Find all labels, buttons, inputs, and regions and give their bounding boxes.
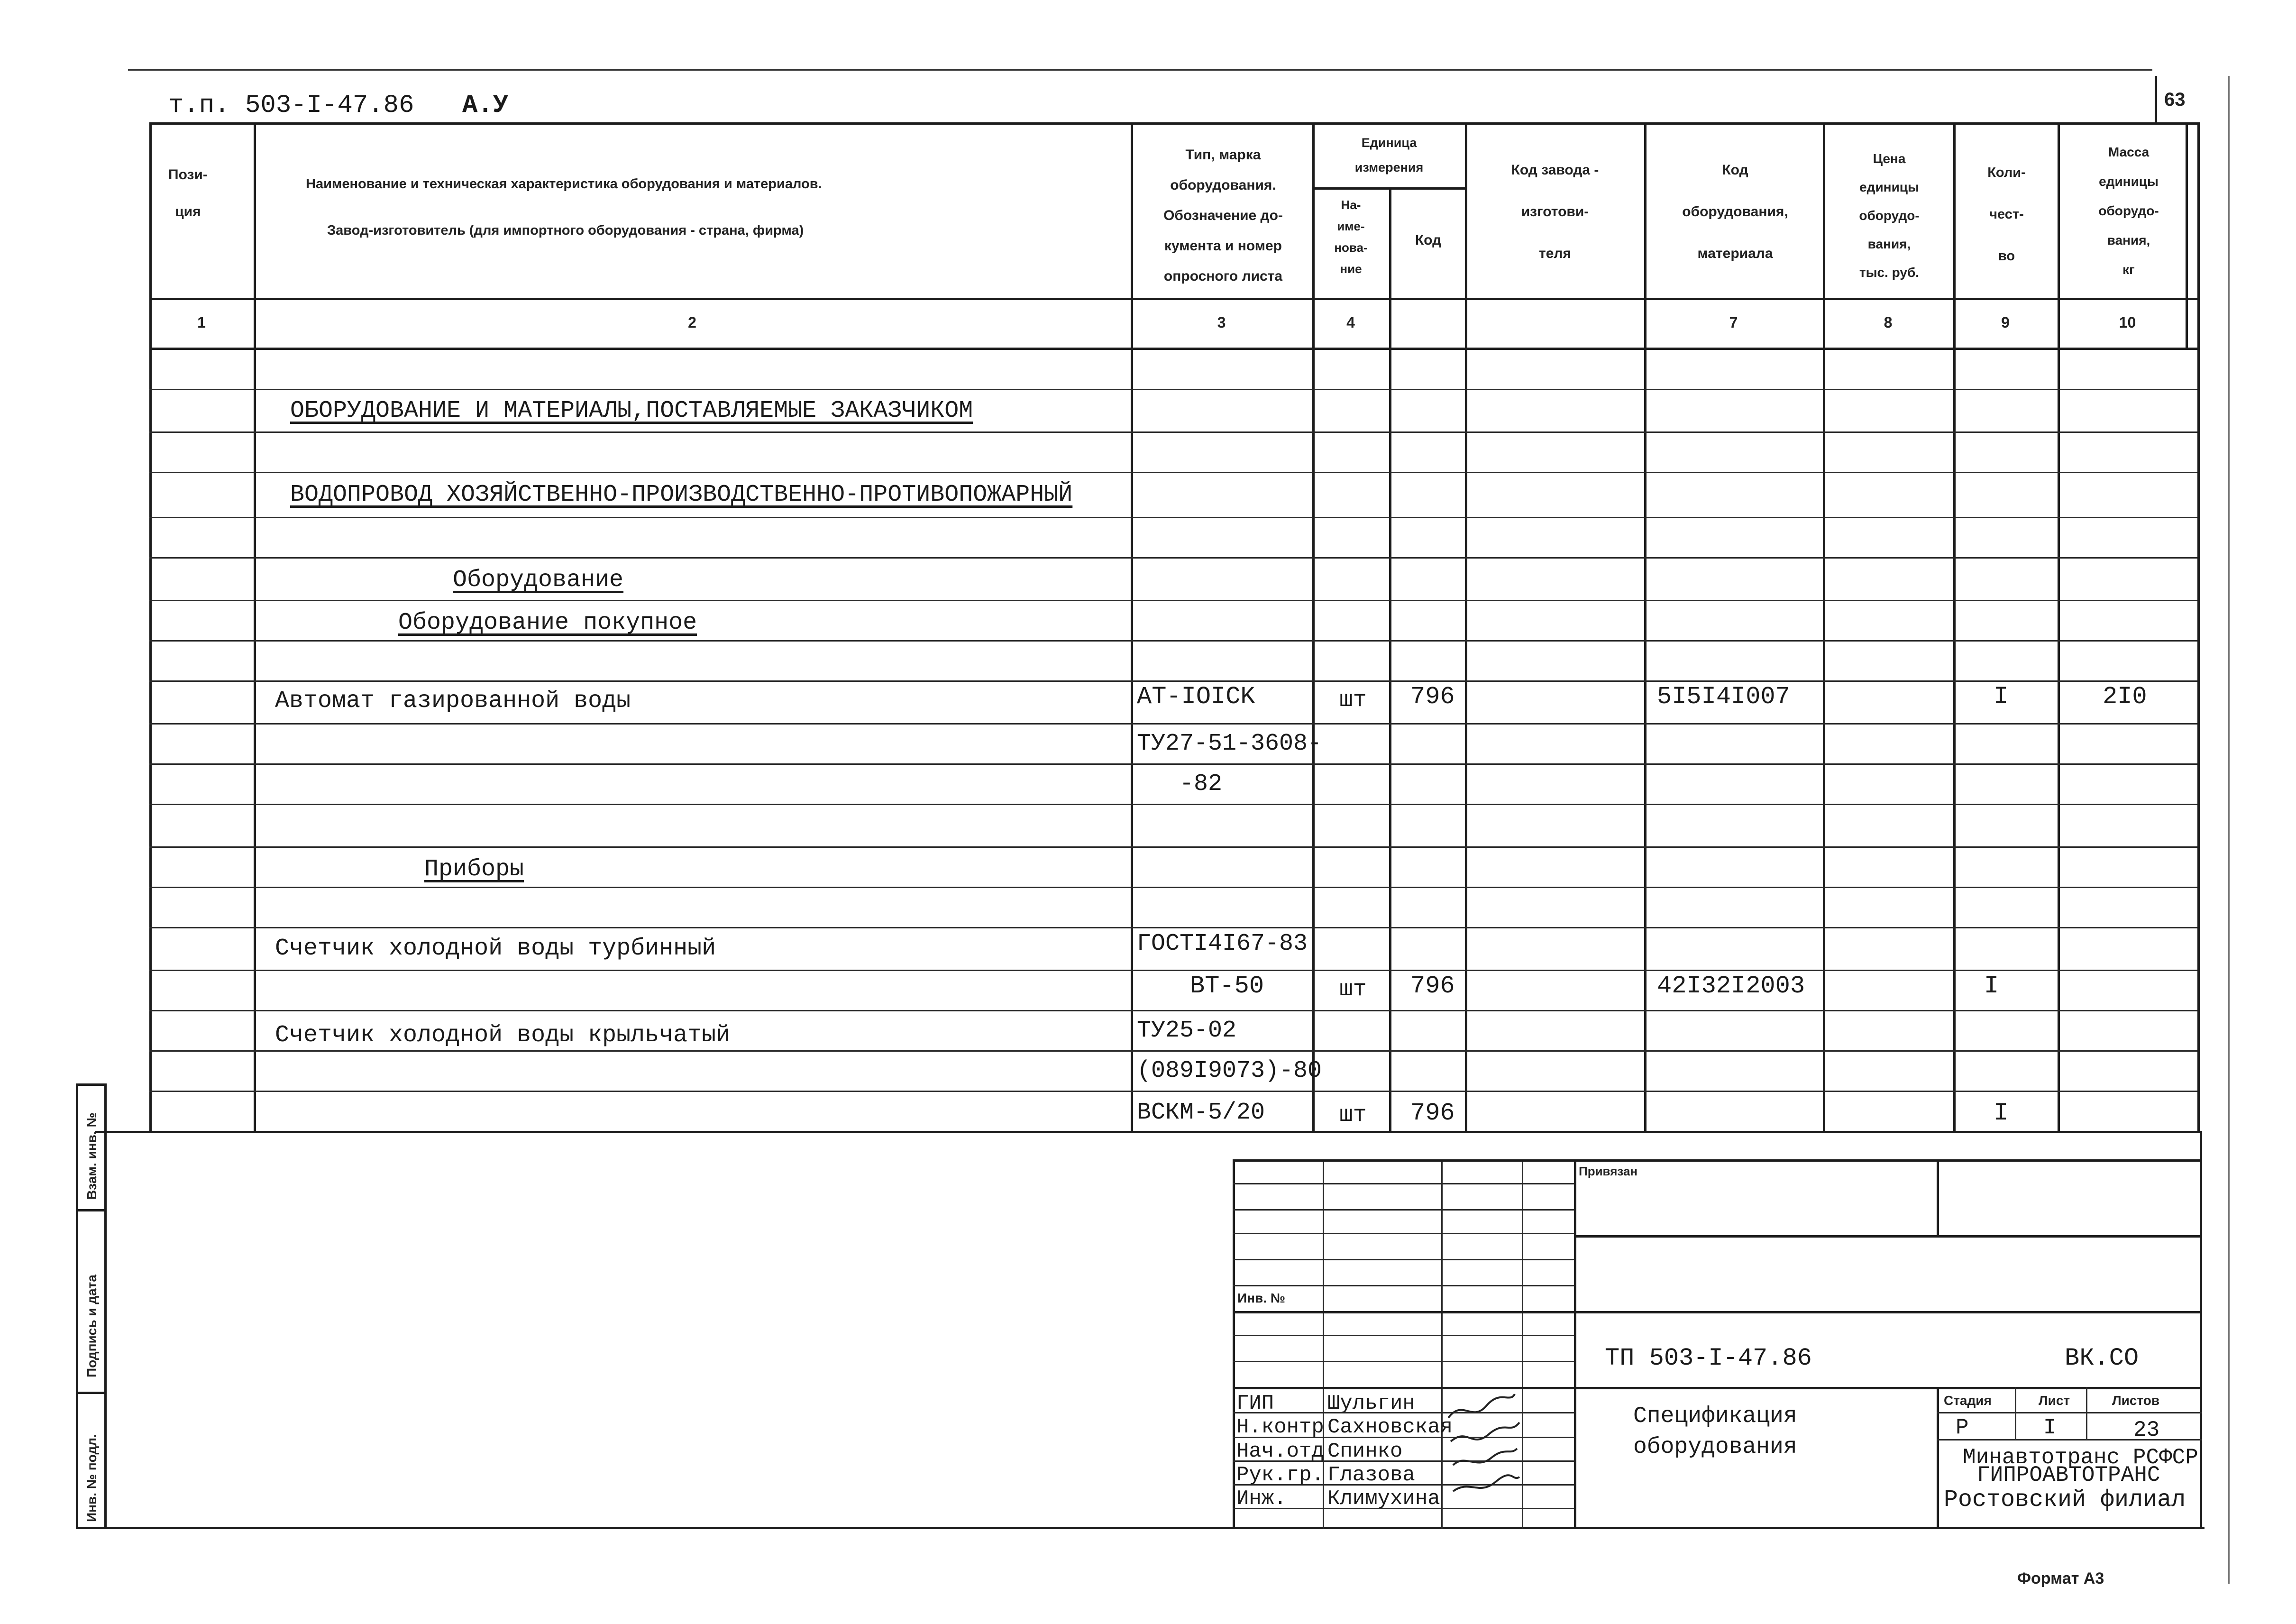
- subsection-instruments: Приборы: [424, 856, 524, 883]
- page-number-divider: [2155, 76, 2157, 123]
- page-number: 63: [2164, 89, 2186, 110]
- item1-equipment-code: 5I5I4I007: [1657, 683, 1790, 711]
- staff-name-3: Спинко: [1327, 1440, 1403, 1463]
- header-type: Тип, марка оборудования. Обозначение до- кумента и номер опросного листа: [1163, 147, 1283, 284]
- subsection-equipment: Оборудование: [453, 567, 624, 594]
- privyazan-label: Привязан: [1579, 1164, 1638, 1178]
- item1-name: Автомат газированной воды: [275, 688, 631, 715]
- header-equipment-code: Код оборудования, материала: [1682, 162, 1788, 261]
- item3-doc-line1: ТУ25-02: [1137, 1017, 1237, 1044]
- header-unit-group: Единица измерения: [1354, 136, 1424, 174]
- signatures-drawing: [1444, 1389, 1524, 1508]
- section-title-customer-supplied: ОБОРУДОВАНИЕ И МАТЕРИАЛЫ,ПОСТАВЛЯЕМЫЕ ЗАКАЗЧИКОМ: [290, 397, 973, 424]
- stage-value: Р: [1956, 1415, 1969, 1440]
- header-unit-price: Цена единицы оборудо- вания, тыс. руб.: [1859, 151, 1920, 280]
- item2-code: 796: [1410, 972, 1455, 1000]
- item3-name: Счетчик холодной воды крыльчатый: [275, 1022, 731, 1049]
- item2-quantity: I: [1984, 972, 1999, 1000]
- colnum-9: 9: [2001, 314, 2010, 331]
- colnum-7: 7: [1729, 314, 1738, 331]
- sheet-value: I: [2043, 1415, 2057, 1440]
- item3-code: 796: [1410, 1099, 1455, 1127]
- colnum-2: 2: [688, 314, 696, 331]
- org-branch: Ростовский филиал: [1944, 1486, 2186, 1514]
- item2-unit: шт: [1339, 977, 1367, 1002]
- item1-mass: 2I0: [2103, 683, 2147, 711]
- item1-type: АТ-IOICK: [1137, 683, 1255, 711]
- subsection-purchased-equipment: Оборудование покупное: [398, 609, 697, 636]
- header-name-line2: Завод-изготовитель (для импортного оборудования - страна, фирма): [327, 223, 804, 238]
- staff-name-2: Сахновская: [1327, 1415, 1453, 1439]
- stamp-signature-date: Подпись и дата: [84, 1275, 99, 1377]
- staff-role-4: Рук.гр.: [1236, 1463, 1324, 1487]
- staff-role-3: Нач.отд: [1236, 1440, 1324, 1463]
- item1-quantity: I: [1994, 683, 2009, 711]
- header-unit-name: На- име- нова- ние: [1334, 198, 1368, 276]
- staff-role-2: Н.контр: [1236, 1415, 1324, 1439]
- header-quantity: Коли- чест- во: [1987, 165, 2026, 264]
- right-margin-line: [2228, 76, 2230, 1584]
- org-ministry: Минавтотранс РСФСР: [1963, 1445, 2198, 1470]
- staff-role-5: Инж.: [1236, 1487, 1287, 1511]
- stage-label: Стадия: [1944, 1393, 1992, 1408]
- sheets-total-label: Листов: [2112, 1393, 2160, 1408]
- item2-doc: ГОСТI4I67-83: [1137, 930, 1308, 957]
- header-position: Пози- ция: [168, 167, 208, 220]
- item2-name: Счетчик холодной воды турбинный: [275, 935, 716, 962]
- header-mass: Масса единицы оборудо- вания, кг: [2098, 145, 2159, 277]
- stamp-inv-original: Инв. № подл.: [84, 1434, 99, 1522]
- section-title-water-supply: ВОДОПРОВОД ХОЗЯЙСТВЕННО-ПРОИЗВОДСТВЕННО-ПРОТИВОПОЖАРНЫЙ: [290, 481, 1073, 508]
- header-factory-code: Код завода - изготови- теля: [1511, 162, 1599, 261]
- header-name-line1: Наименование и техническая характеристика оборудования и материалов.: [306, 176, 822, 192]
- item3-unit: шт: [1339, 1102, 1367, 1128]
- colnum-4: 4: [1346, 314, 1355, 331]
- colnum-3: 3: [1217, 314, 1226, 331]
- item2-type: ВТ-50: [1190, 972, 1264, 1000]
- top-border: [128, 69, 2152, 71]
- item1-doc-line2: -82: [1180, 771, 1223, 798]
- item3-doc-line2: (089I9073)-80: [1137, 1057, 1322, 1084]
- item1-doc-line1: ТУ27-51-3608-: [1137, 730, 1322, 757]
- stamp-replaced-inv: Взам. инв. №: [84, 1112, 99, 1200]
- sheets-total-value: 23: [2133, 1418, 2160, 1442]
- sheet-label: Лист: [2039, 1393, 2070, 1408]
- doc-title-line1: Спецификация: [1633, 1404, 1797, 1429]
- staff-role-1: ГИП: [1236, 1392, 1274, 1415]
- doc-title-line2: оборудования: [1633, 1434, 1797, 1460]
- item1-code: 796: [1410, 683, 1455, 711]
- org-institute: ГИПРОАВТОТРАНС: [1977, 1463, 2160, 1487]
- staff-name-4: Глазова: [1327, 1463, 1415, 1487]
- sheet-ref: т.п. 503-I-47.86: [168, 91, 414, 120]
- item3-type: ВСКМ-5/20: [1137, 1099, 1265, 1126]
- item2-equipment-code: 42I32I2003: [1657, 972, 1805, 1000]
- header-unit-code: Код: [1415, 232, 1442, 248]
- album-mark: А.У: [462, 91, 509, 120]
- inv-no-label: Инв. №: [1237, 1291, 1286, 1305]
- colnum-8: 8: [1884, 314, 1893, 331]
- item1-unit: шт: [1339, 688, 1367, 713]
- staff-name-1: Шульгин: [1327, 1392, 1415, 1415]
- colnum-1: 1: [197, 314, 206, 331]
- colnum-10: 10: [2119, 314, 2136, 331]
- item3-quantity: I: [1994, 1099, 2009, 1127]
- staff-name-5: Климухина: [1327, 1487, 1440, 1511]
- doc-mark: ВК.СО: [2065, 1344, 2139, 1372]
- paper-format: Формат А3: [2017, 1569, 2104, 1587]
- doc-code: ТП 503-I-47.86: [1605, 1344, 1812, 1372]
